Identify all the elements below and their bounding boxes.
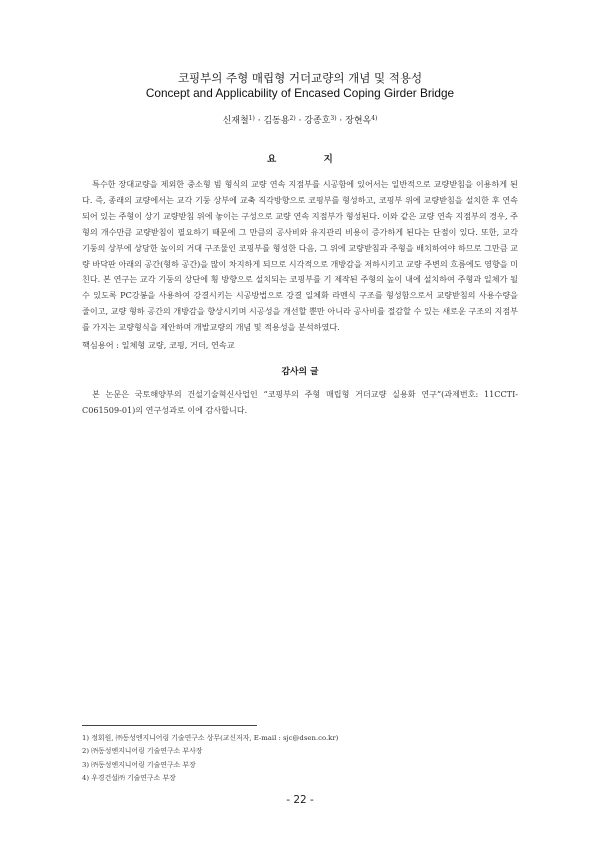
keywords: 핵심용어 : 일체형 교량, 코핑, 거더, 연속교 bbox=[82, 340, 235, 350]
author-name: 신재철 bbox=[222, 116, 249, 126]
footnote-item: 3) ㈜동성엔지니어링 기술연구소 부장 bbox=[82, 760, 196, 769]
abstract-text: 특수한 장대교량을 제외한 중소형 빔 형식의 교량 연속 지점부를 시공함에 있어서는 일반적으로 교량받침을 이용하게 된다. 즉, 종래의 교량에서는 교각 기둥 상부에 교축 직각방향으로 코핑부를 형성하고, 코핑부 위에 교량받침을 설치한 후 연속되어 있는 주형이 상기 교량받침 위에 놓이는 구성으로 교량 연속 지점부가 형성된다. 이와 같은 교량 연속 지점부의 경우, 주형의 개수만큼 교량받침이 필요하기 때문에 그 만큼의 공사비와 유지관리 비용이 증가하게 된다는 단점이 있다. 또한, 교각 기둥의 상부에 상당한 높이의 거대 구조물인 코핑부를 형성한 다음, 그 위에 교량받침과 주형을 배치하여야 하므로 그만큼 교량 바닥판 아래의 공간(형하 공간)을 많이 차지하게 되므로 시각적으로 개방감을 저하시키고 교량 주변의 흐름에도 영향을 미친다. 본 연구는 교각 기둥의 상단에 횡 방향으로 설치되는 코핑부를 기 제작된 주형의 높이 내에 설치하여 주형과 일체가 될 수 있도록 PC강봉을 사용하여 강결시키는 시공방법으로 강결 일체화 라멘식 구조를 형성함으로서 교량받침의 사용수량을 줄이고, 교량 형하 공간의 개방감을 향상시키며 시공성을 개선할 뿐만 아니라 공사비를 절감할 수 있는 새로운 구조의 지점부를 가지는 교량형식을 제안하며 개발교량의 개념 및 적용성을 분석하였다. bbox=[82, 179, 518, 333]
author-footnote-mark: 3) bbox=[330, 115, 337, 122]
author-name: 장현옥 bbox=[345, 116, 372, 126]
author-name: 김동용 bbox=[263, 116, 290, 126]
author-separator: · bbox=[254, 116, 264, 126]
author-list bbox=[0, 113, 600, 126]
author-footnote-mark: 2) bbox=[289, 115, 296, 122]
footnote-item: 4) 우경건설㈜ 기술연구소 부장 bbox=[82, 773, 176, 782]
acknowledgement-text: 본 논문은 국토해양부의 건설기술혁신사업인 “코핑부의 주형 매립형 거더교량 실용화 연구”(과제번호: 11CCTI-C061509-01)의 연구성과로 이에 감사합니다. bbox=[82, 389, 518, 415]
paper-title-english: Concept and Applicability of Encased Coping Girder Bridge bbox=[145, 86, 455, 100]
footnote-item: 1) 정회원, ㈜동성엔지니어링 기술연구소 상무(교신저자, E-mail : sjc@dsen.co.kr) bbox=[82, 734, 339, 742]
author-footnote-mark: 1) bbox=[248, 115, 255, 122]
author-separator: · bbox=[295, 116, 305, 126]
footnote-item: 2) ㈜동성엔지니어링 기술연구소 부사장 bbox=[82, 747, 203, 756]
author-separator: · bbox=[336, 116, 346, 126]
footnote-divider bbox=[82, 725, 257, 726]
author-footnote-mark: 4) bbox=[371, 115, 378, 122]
paper-title-korean: 코핑부의 주형 매립형 거더교량의 개념 및 적용성 bbox=[177, 71, 423, 85]
abstract-heading: 요 지 bbox=[267, 154, 355, 165]
page-number: - 22 - bbox=[286, 794, 314, 806]
footnote-list bbox=[82, 732, 518, 785]
acknowledgement-heading: 감사의 글 bbox=[281, 367, 319, 377]
author-name: 강종호 bbox=[304, 116, 331, 126]
